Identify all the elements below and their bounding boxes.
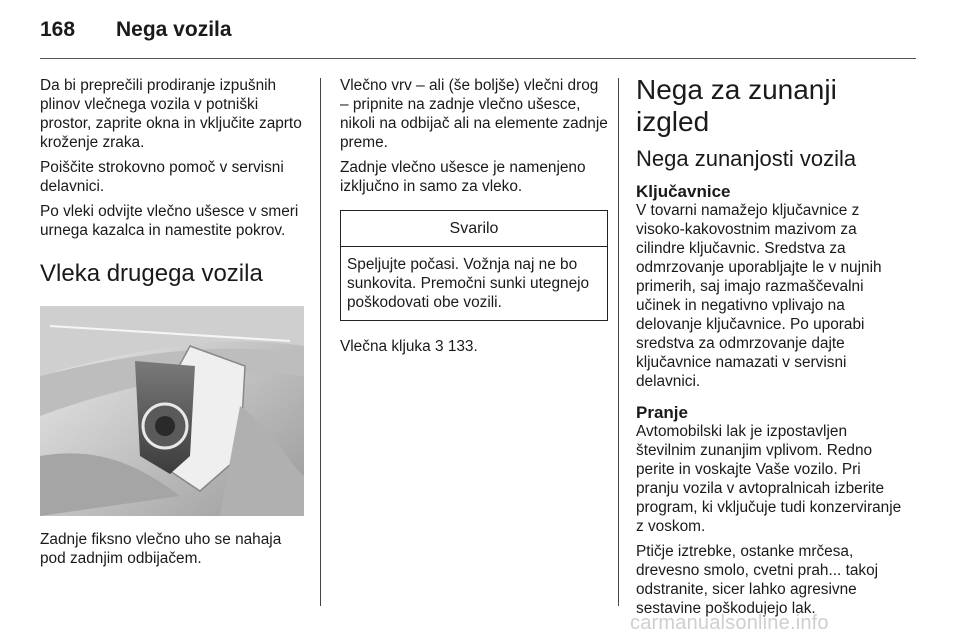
column-1 bbox=[40, 76, 308, 574]
page-title: Nega vozila bbox=[116, 18, 232, 41]
page-number: 168 bbox=[40, 18, 76, 41]
reference-page: 133. bbox=[447, 338, 478, 355]
column-3 bbox=[636, 74, 902, 624]
sub-heading: Nega zunanjosti vozila bbox=[636, 146, 857, 171]
photo-caption: Zadnje fiksno vlečno uho se nahaja pod zadnjim odbijačem. bbox=[40, 531, 282, 567]
reference-text: Vlečna kljuka bbox=[340, 338, 431, 355]
page-header bbox=[40, 18, 232, 42]
column-divider-1 bbox=[320, 78, 321, 606]
warning-box bbox=[340, 210, 608, 321]
main-heading: Nega za zunanji izgled bbox=[636, 74, 837, 137]
paragraph: Poiščite strokovno pomoč v servisni delavnici. bbox=[40, 159, 284, 195]
cross-reference bbox=[340, 337, 608, 356]
watermark: carmanualsonline.info bbox=[630, 612, 829, 634]
paragraph: Avtomobilski lak je izpostavljen številnim zunanjim vplivom. Redno perite in voskajte Vaše vozilo. Pri pranju vozila v avtopralnicah izberite program, ki vključuje tudi konzerviranje z voskom. bbox=[636, 423, 902, 535]
column-divider-2 bbox=[618, 78, 619, 606]
column-2 bbox=[340, 76, 608, 362]
paragraph: Da bi preprečili prodiranje izpušnih plinov vlečnega vozila v potniški prostor, zaprite okna in vključite zaprto kroženje zraka. bbox=[40, 77, 302, 151]
paragraph: Ptičje iztrebke, ostanke mrčesa, drevesno smolo, cvetni prah... takoj odstranite, sicer lahko agresivne sestavine poškodujejo lak. bbox=[636, 543, 879, 617]
paragraph: V tovarni namažejo ključavnice z visoko-kakovostnim mazivom za cilindre ključavnic. Sredstva za odmrzovanje uporabljajte le v nujnih primerih, saj imajo razmaščevalni učinek in negativno vplivajo na delovanje ključavnice. Po uporabi sredstva za odmrzovanje dajte ključavnice namazati v servisni delavnici. bbox=[636, 202, 882, 390]
header-rule bbox=[40, 58, 916, 59]
section-title-washing: Pranje bbox=[636, 403, 688, 422]
tow-eye-photo bbox=[40, 306, 304, 516]
warning-title: Svarilo bbox=[341, 211, 607, 247]
tow-eye-illustration bbox=[40, 306, 304, 516]
warning-text: Speljujte počasi. Vožnja naj ne bo sunkovita. Premočni sunki utegnejo poškodovati obe vozili. bbox=[347, 256, 590, 311]
section-heading: Vleka drugega vozila bbox=[40, 260, 263, 287]
section-title-locks: Ključavnice bbox=[636, 182, 731, 201]
paragraph: Po vleki odvijte vlečno ušesce v smeri urnega kazalca in namestite pokrov. bbox=[40, 203, 299, 239]
paragraph: Zadnje vlečno ušesce je namenjeno izključno in samo za vleko. bbox=[340, 159, 586, 195]
page-ref-arrow-icon: 3 bbox=[434, 338, 444, 355]
paragraph: Vlečno vrv – ali (še boljše) vlečni drog – pripnite na zadnje vlečno ušesce, nikoli na odbijač ali na elemente zadnje preme. bbox=[340, 77, 608, 151]
